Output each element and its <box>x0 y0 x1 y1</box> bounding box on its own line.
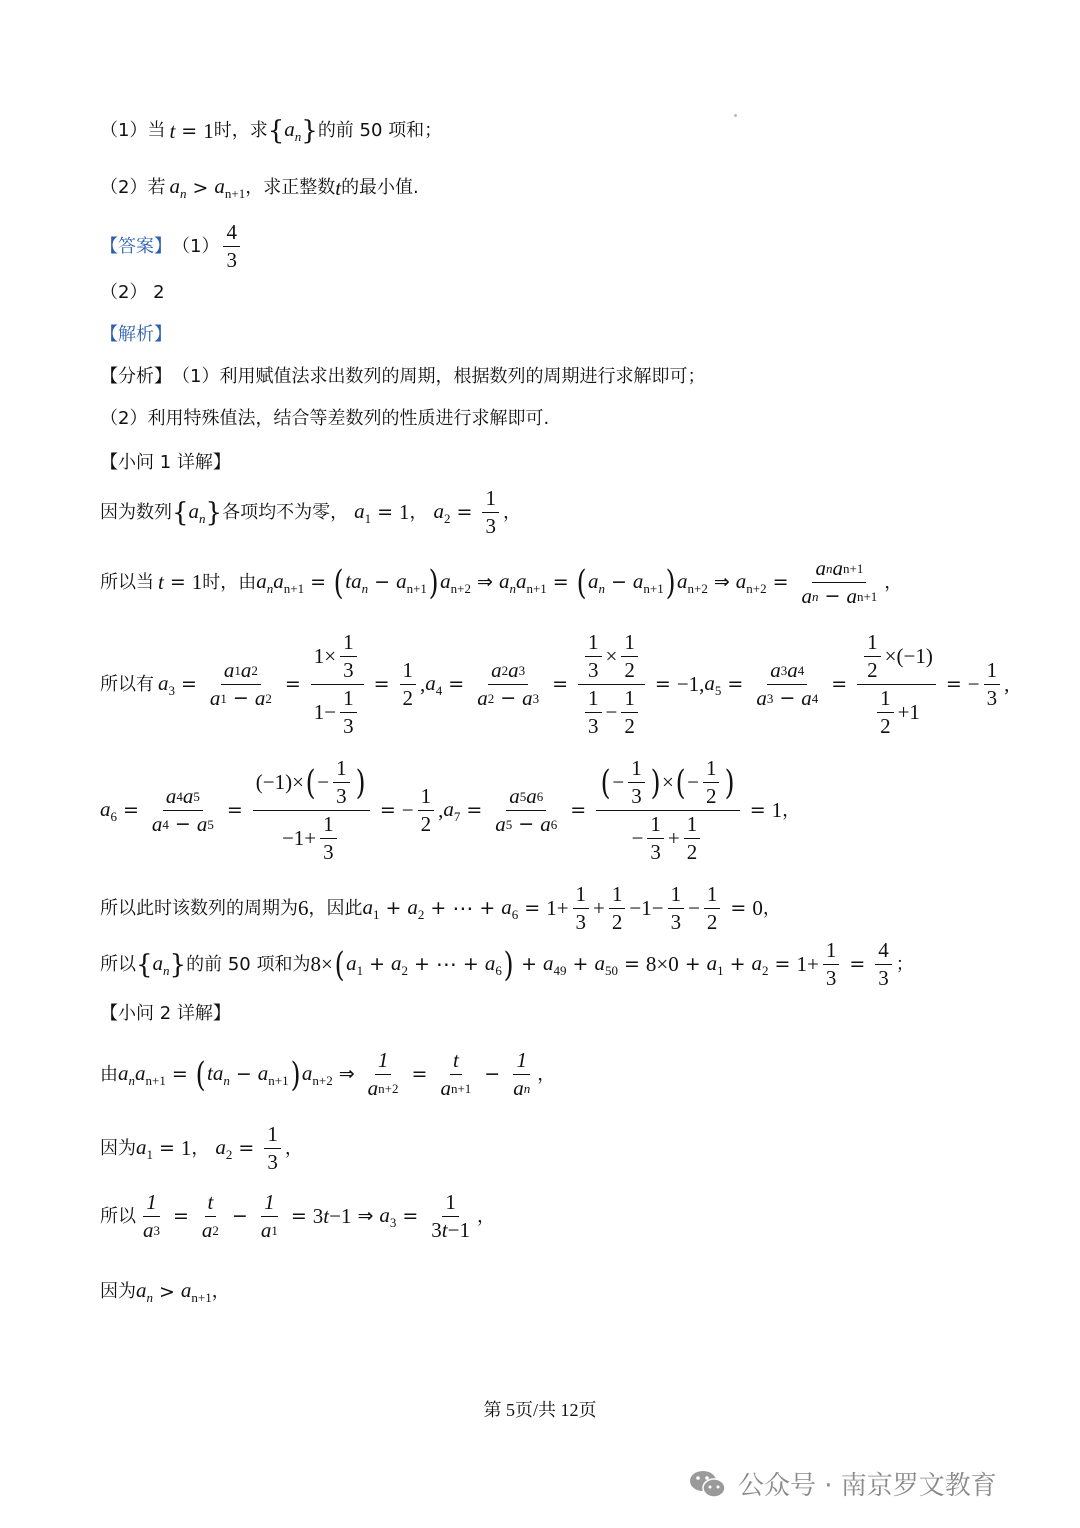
proof-line-1: 因为数列 { $a_n$ } 各项均不为零， $a_1$ = 1 ， $a_2$ = $\frac{1}{3}$ ， <box>100 486 521 538</box>
question-1: （1）当 t = 1 时，求 { $a_n$ } 的前 50 项和； <box>100 116 443 146</box>
proof-line-3: 所以有 $a_3$ = a 1 a 2 a 1 − a 2 = 1× $\frac{1}{3}$ 1− $\frac{1}{3}$ = $\frac{1}{2}$ , $a_4$ = a 2 a 3 a 2 − a 3 = $\frac{1}{3}$ × $\frac{1}{2}$ $\frac{1}{3}$ − $\frac{1}{2}$ = −1, $a_5$ = a 3 a 4 a 3 − a 4 = $\frac{1}{2}$ ×(−1) $\frac{1}{2}$ +1 = − $\frac{1}{3}$ , <box>100 630 1010 738</box>
answer-part2: （2） 2 <box>100 282 165 303</box>
analysis-tag: 【解析】 <box>100 324 172 345</box>
proof-line-6: 所以 { $a_n$ } 的前 50 项和为 8× ( $a_1$ + $a_2$ + ⋯ + $a_6$ ) + $a_{49}$ + $a_{50}$ = 8×0 + $a_1$ + $a_2$ = 1+ $\frac{1}{3}$ = $\frac{4}{3}$ ； <box>100 938 914 990</box>
question-1-label: （1）当 <box>100 120 166 141</box>
answer-line: 【答案】 （1） $\frac{4}{3}$ <box>100 222 244 271</box>
proof-line-5: 所以此时该数列的周期为 6 ，因此 $a_1$ + $a_2$ + ⋯ + $a_6$ = 1+ $\frac{1}{3}$ + $\frac{1}{2}$ −1− $\frac{1}{3}$ − $\frac{1}{2}$ = 0 ， <box>100 882 781 934</box>
proof2-line-1: 由 $a_na_{n+1}$ = ( $ta_n$ − $a_{n+1}$ ) $a_{n+2}$ ⇒ 1 a n+2 = t a n+1 − 1 a n ， <box>100 1048 556 1100</box>
proof2-line-3: 所以 1 a 3 = t a 2 − 1 a 1 = 3 t −1 ⇒ $a_3$ = 1 3 t −1 ， <box>100 1190 495 1242</box>
proof-line-4: $a_6$ = a 4 a 5 a 4 − a 5 = (−1)× ( − $\frac{1}{3}$ ) −1+ $\frac{1}{3}$ = − $\frac{1}{2}$ , $a_7$ = a 5 a 6 a 5 − a 6 = ( − $\frac{1}{3}$ ) × ( − $\frac{1}{2}$ ) − $\frac{1}{3}$ + $\frac{1}{2}$ = 1 ， <box>100 756 801 864</box>
wechat-icon <box>688 1469 728 1499</box>
question-2: （2）若 $a_n$ > $a_{n+1}$ ，求正整数 t 的最小值. <box>100 174 419 201</box>
proof2-line-4: 因为 $a_n$ > $a_{n+1}$ ， <box>100 1278 230 1305</box>
stray-dot <box>734 114 737 117</box>
sub2-title: 【小问 2 详解】 <box>100 1003 231 1024</box>
page-footer: 第 5页/共 12页 <box>483 1400 597 1420</box>
watermark-text: 公众号 · 南京罗文教育 <box>738 1471 997 1501</box>
sub1-title: 【小问 1 详解】 <box>100 452 231 473</box>
fenxi-line-2: （2）利用特殊值法，结合等差数列的性质进行求解即可. <box>100 408 550 429</box>
watermark <box>688 1465 997 1502</box>
answer-fraction: $\frac{4}{3}$ <box>223 222 240 271</box>
proof-line-2: 所以当 t = 1 时，由 $a_na_{n+1}$ = ( $ta_n$ − $a_{n+1}$ ) $a_{n+2}$ ⇒ $a_na_{n+1}$ = ( $a_n$ − $a_{n+1}$ ) $a_{n+2}$ ⇒ $a_{n+2}$ = a n a n+1 a n − a n+1 ， <box>100 556 903 608</box>
proof2-line-2: 因为 $a_1$ = 1 ， $a_2$ = $\frac{1}{3}$ ， <box>100 1122 303 1174</box>
answer-tag: 【答案】 <box>100 235 172 257</box>
fenxi-line-1: 【分析】 （1）利用赋值法求出数列的周期，根据数列的周期进行求解即可； <box>100 366 706 387</box>
